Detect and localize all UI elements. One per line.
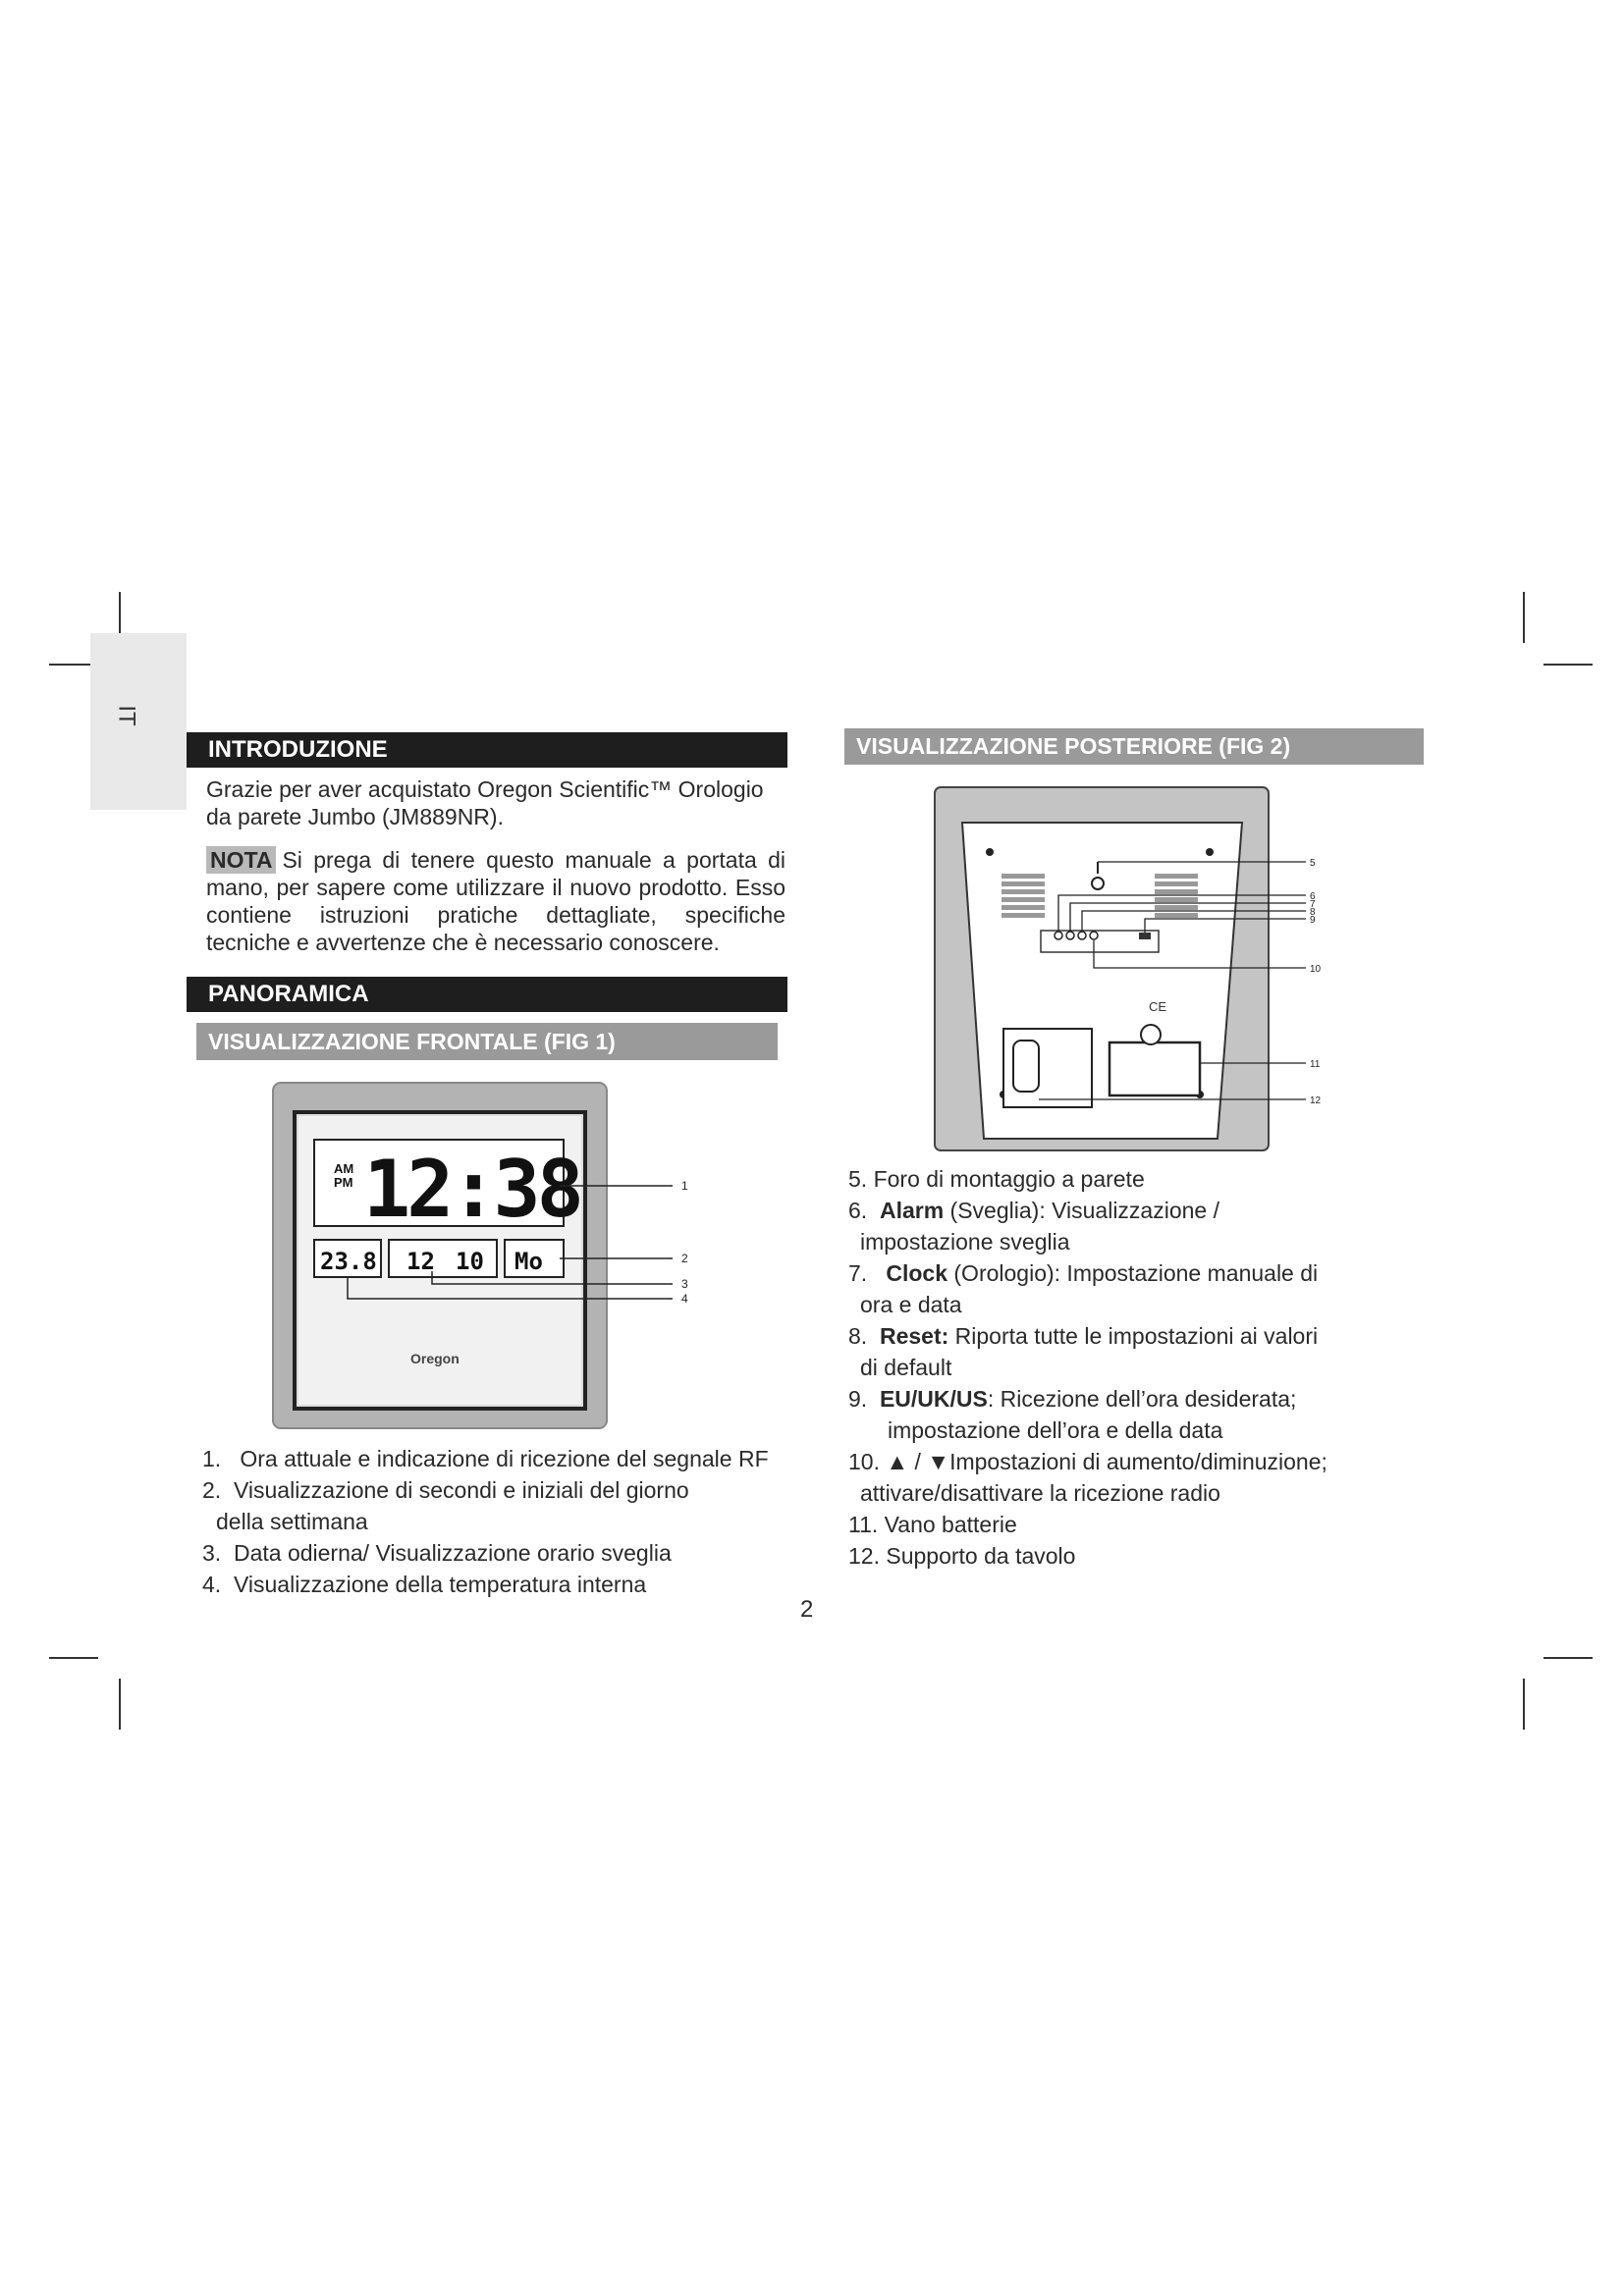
crop-mark — [1523, 592, 1525, 643]
list-item: di default — [860, 1355, 952, 1380]
crop-mark — [1543, 1657, 1593, 1659]
list-item: 4. Visualizzazione della temperatura interna — [202, 1572, 647, 1597]
reset-button — [1078, 932, 1086, 939]
alarm-button — [1055, 932, 1062, 939]
desk-stand-tab — [1013, 1041, 1039, 1092]
date-day: 10 — [456, 1248, 484, 1275]
list-item: 7. Clock (Orologio): Impostazione manuale di — [848, 1260, 1319, 1286]
callout-3: 3 — [681, 1277, 688, 1291]
date-month: 12 — [406, 1248, 435, 1275]
time-display: 12:38 — [363, 1144, 580, 1235]
heading-text: INTRODUZIONE — [208, 736, 388, 763]
list-item: 5. Foro di montaggio a parete — [848, 1166, 1145, 1192]
subheading-back-view — [844, 728, 1424, 765]
list-item: 3. Data odierna/ Visualizzazione orario sveglia — [202, 1540, 672, 1566]
callout-6: 6 — [1310, 891, 1316, 902]
am-indicator: AM — [334, 1161, 354, 1176]
list-item: attivare/disattivare la ricezione radio — [860, 1480, 1220, 1506]
callout-1: 1 — [681, 1179, 688, 1193]
clock-button — [1066, 932, 1074, 939]
list-item: 11. Vano batterie — [848, 1512, 1017, 1537]
crop-mark — [1523, 1679, 1525, 1730]
intro-line: da parete Jumbo (JM889NR). — [206, 804, 504, 829]
list-item: 9. EU/UK/US: Ricezione dell’ora desiderata; — [848, 1386, 1297, 1412]
list-item: 6. Alarm (Sveglia): Visualizzazione / — [848, 1198, 1219, 1223]
list-item: della settimana — [216, 1509, 368, 1534]
intro-paragraph — [206, 775, 795, 830]
list-item: 1. Ora attuale e indicazione di ricezione del segnale RF — [202, 1446, 769, 1471]
callout-11: 11 — [1310, 1059, 1321, 1070]
nota-text: Si prega di tenere questo manuale a portata di mano, per sapere come utilizzare il nuovo prodotto. Esso contiene istruzioni pratiche dettagliate, specifiche tecniche e avvertenze che è necessario conoscere. — [206, 847, 785, 955]
callout-12: 12 — [1310, 1095, 1322, 1106]
subheading-front-view — [196, 1023, 778, 1060]
back-view-figure — [923, 775, 1335, 1158]
list-item: 2. Visualizzazione di secondi e iniziali del giorno — [202, 1477, 689, 1503]
battery-latch — [1141, 1025, 1161, 1044]
crop-mark — [1543, 664, 1593, 666]
crop-mark — [49, 1657, 98, 1659]
heading-text: PANORAMICA — [208, 981, 369, 1007]
callout-9: 9 — [1310, 915, 1316, 926]
front-items-list — [202, 1443, 811, 1600]
list-item: ora e data — [860, 1292, 962, 1317]
screw — [1206, 848, 1214, 856]
heading-text: VISUALIZZAZIONE POSTERIORE (FIG 2) — [856, 733, 1291, 759]
callout-8: 8 — [1310, 907, 1316, 918]
region-switch — [1139, 933, 1151, 939]
weekday-value: Mo — [514, 1248, 543, 1275]
list-item: impostazione sveglia — [860, 1229, 1070, 1255]
nota-paragraph — [206, 846, 785, 956]
screw — [986, 848, 994, 856]
ce-mark: CE — [1149, 999, 1167, 1014]
temperature-value: 23.8 — [320, 1248, 377, 1275]
nota-label: NOTA — [206, 846, 276, 874]
list-item: 10. ▲ / ▼Impostazioni di aumento/diminuzione; — [848, 1449, 1327, 1474]
list-item: 8. Reset: Riporta tutte le impostazioni ai valori — [848, 1323, 1319, 1349]
pm-indicator: PM — [334, 1175, 353, 1190]
page-number: 2 — [800, 1596, 814, 1623]
callout-10: 10 — [1310, 964, 1322, 975]
list-item: impostazione dell’ora e della data — [888, 1417, 1223, 1443]
back-items-list — [848, 1163, 1457, 1572]
section-heading-panoramica — [187, 977, 787, 1012]
section-heading-introduzione — [187, 732, 787, 768]
front-view-figure — [265, 1075, 717, 1438]
crop-mark — [119, 1679, 121, 1730]
up-button — [1090, 932, 1098, 939]
intro-line: Grazie per aver acquistato Oregon Scientific™ Orologio — [206, 776, 764, 802]
language-tab — [90, 633, 187, 810]
list-item: 12. Supporto da tavolo — [848, 1543, 1076, 1569]
battery-compartment — [1110, 1042, 1200, 1095]
callout-4: 4 — [681, 1292, 688, 1306]
language-label: IT — [113, 705, 140, 726]
brand-logo: Oregon — [410, 1351, 460, 1366]
heading-text: VISUALIZZAZIONE FRONTALE (FIG 1) — [208, 1028, 616, 1054]
callout-5: 5 — [1310, 858, 1316, 869]
callout-7: 7 — [1310, 899, 1316, 910]
callout-2: 2 — [681, 1252, 688, 1265]
